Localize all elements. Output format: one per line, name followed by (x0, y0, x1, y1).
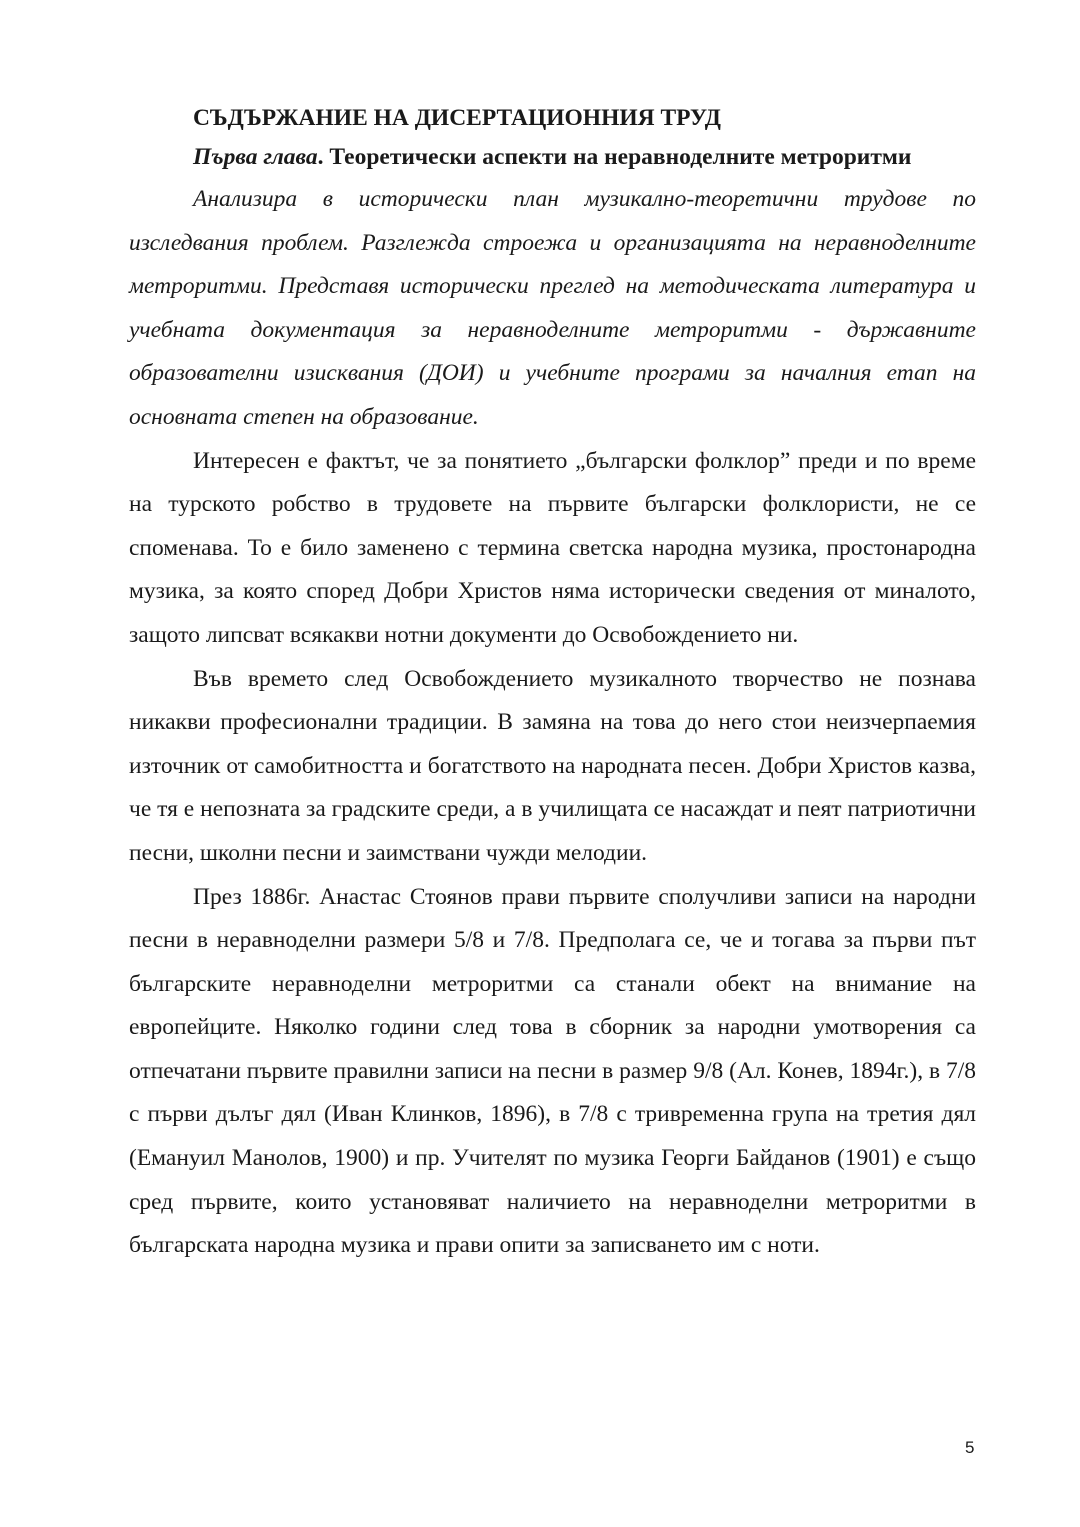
document-page (129, 100, 976, 1268)
paragraph-records: През 1886г. Анастас Стоянов прави първите сполучливи записи на народни песни в неравноделни размери 5/8 и 7/8. Предполага се, че и тогава за първи път българските неравноделни метроритми са станали обект на внимание на европейците. Няколко години след това в сборник за народни умотворения са отпечатани първите правилни записи на песни в размер 9/8 (Ал. Конев, 1894г.), в 7/8 с първи дълъг дял (Иван Клинков, 1896), в 7/8 с тривременна група на третия дял (Емануил Манолов, 1900) и пр. Учителят по музика Георги Байданов (1901) е също сред първите, които установяват наличието на неравноделни метроритми в българската народна музика и прави опити за записването им с ноти. (129, 883, 976, 1259)
chapter-summary: Анализира в исторически план музикално-теоретични трудове по изследвания проблем. Разглежда строежа и организацията на неравноделните метроритми. Представя исторически преглед на методическата литература и учебната документация за неравноделните метроритми - държавните образователни изисквания (ДОИ) и учебните програми за началния етап на основната степен на образование. (129, 186, 976, 430)
page-number: 5 (965, 1438, 975, 1457)
chapter-label: Първа глава (193, 144, 318, 170)
chapter-heading (129, 136, 976, 178)
document-title: СЪДЪРЖАНИЕ НА ДИСЕРТАЦИОННИЯ ТРУД (193, 105, 721, 131)
paragraph-folklore: Интересен е фактът, че за понятието „български фолклор” преди и по време на турското робство в трудовете на първите български фолклористи, не се споменава. То е било заменено с термина светска народна музика, простонародна музика, за която според Добри Христов няма исторически сведения от миналото, защото липсват всякакви нотни документи до Освобождението ни. (129, 447, 976, 648)
paragraph-liberation: Във времето след Освобождението музикалното творчество не познава никакви професионални традиции. В замяна на това до него стои неизчерпаемия източник от самобитността и богатството на народната песен. Добри Христов казва, че тя е непозната за градските среди, а в училищата се насаждат и пеят патриотични песни, школни песни и заимствани чужди мелодии. (129, 665, 976, 866)
chapter-title: . Теоретически аспекти на неравноделните метроритми (317, 144, 912, 170)
